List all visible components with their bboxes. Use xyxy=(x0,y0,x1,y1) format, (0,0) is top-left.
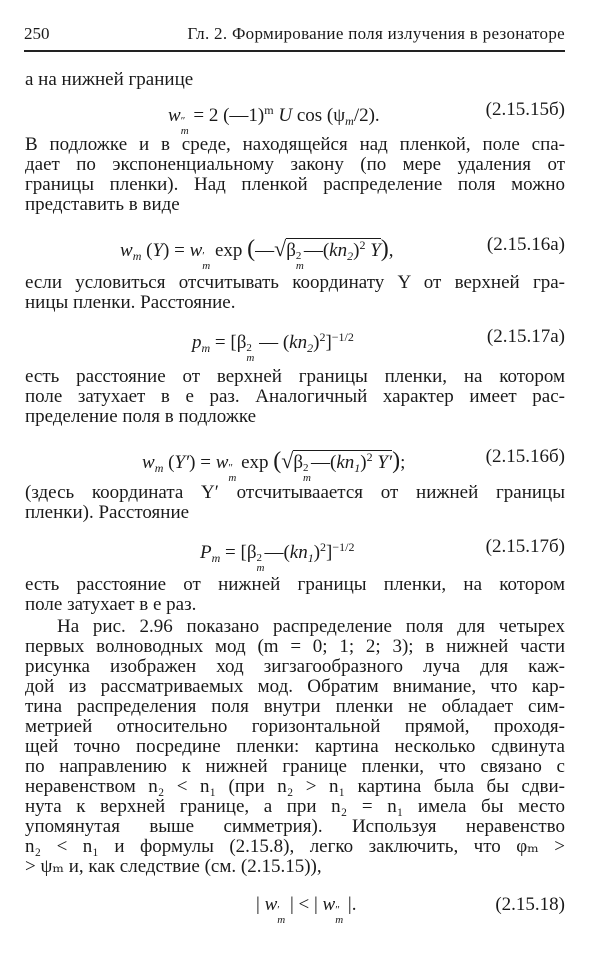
text-line: щей точно посредине пленки: картина несколько сдвинута xyxy=(25,736,565,757)
script: 2 xyxy=(256,552,262,564)
formula-term: cos (ψ xyxy=(292,105,346,126)
text-line: есть расстояние от верхней границы пленки, на котором xyxy=(25,366,565,387)
formula-term: w xyxy=(322,894,336,915)
formula-term: w xyxy=(168,105,181,126)
formula-term: kn xyxy=(329,240,348,261)
script: 2 xyxy=(295,250,302,262)
formula-term: kn xyxy=(336,452,355,473)
radical-sign: √ xyxy=(281,448,294,473)
text-line: есть расстояние от нижней границы пленки, на котором xyxy=(25,574,565,595)
script: m xyxy=(277,914,286,926)
script: m xyxy=(202,260,211,272)
text-line: ницы пленки. Расстояние. xyxy=(25,292,236,313)
formula-term: —( xyxy=(311,452,337,473)
equation-number: (2.15.16б) xyxy=(485,446,565,467)
script: ″ xyxy=(180,115,186,127)
text-line: первых волноводных мод (m = 0; 1; 2; 3); в нижней части xyxy=(25,636,565,657)
script: ″ xyxy=(335,904,340,916)
text-line: метрией относительно горизонтальной прямой, проходя- xyxy=(25,716,565,737)
formula-term: exp xyxy=(210,240,248,261)
equation-2-15-16a xyxy=(120,232,394,272)
sup-sub xyxy=(202,251,210,271)
text-line: поле затухает в e раз. xyxy=(25,594,197,615)
formula-term: ] xyxy=(326,542,333,563)
formula-term: ) xyxy=(353,240,360,261)
formula-term: ( xyxy=(141,240,153,261)
formula-term: m xyxy=(201,341,211,355)
header-rule xyxy=(24,50,565,52)
text-line: пленки). Расстояние xyxy=(25,502,190,523)
equation-2-15-16b xyxy=(142,444,406,484)
formula-term: = [β xyxy=(220,542,257,563)
formula-term: 1 xyxy=(354,461,361,475)
equation-number: (2.15.17б) xyxy=(485,536,565,557)
equation-number: (2.15.15б) xyxy=(485,99,565,120)
formula-term: ( xyxy=(163,452,175,473)
sup-sub xyxy=(335,905,343,925)
formula-term: w xyxy=(215,452,229,473)
formula-term: — ( xyxy=(254,332,290,353)
formula-term: m xyxy=(154,461,164,475)
text-line: по направлению к нижней границе пленки, что связано с xyxy=(25,756,565,777)
formula-term: w xyxy=(120,240,133,261)
running-title: Гл. 2. Формирование поля излучения в резонаторе xyxy=(187,24,565,43)
formula-term: ( xyxy=(247,236,256,262)
text-line: если условиться отсчитывать координату Y от верхней гра- xyxy=(25,272,565,293)
sup-sub xyxy=(303,463,311,483)
formula-term: = [β xyxy=(210,332,247,353)
formula-term: −1/2 xyxy=(331,330,354,344)
text-line: неравенством n₂ < n₁ (при n₂ > n₁ картина была бы сдви- xyxy=(25,776,565,797)
formula-term: Y′ xyxy=(174,452,190,473)
script: m xyxy=(246,352,255,364)
text-line: нута к верхней границе, а при n₂ = n₁ имела бы место xyxy=(25,796,565,817)
formula-term: Y xyxy=(370,240,381,261)
text-line: На рис. 2.96 показано распределение поля для четырех xyxy=(57,616,565,637)
formula-term: w xyxy=(264,894,278,915)
formula-term: —( xyxy=(264,542,290,563)
script: ″ xyxy=(228,462,233,474)
script: 2 xyxy=(303,462,309,474)
formula-term: 2 xyxy=(319,330,326,344)
formula-term: ) xyxy=(380,236,389,262)
text-line: поле затухает в e раз. Аналогичный характер имеет рас- xyxy=(25,386,565,407)
square-root xyxy=(274,236,381,272)
sup-sub xyxy=(296,251,304,271)
formula-term: p xyxy=(192,332,202,353)
text-line: (здесь координата Y′ отсчитываается от нижней границы xyxy=(25,482,565,503)
formula-term: ) xyxy=(392,448,401,474)
equation-number: (2.15.16а) xyxy=(486,234,565,255)
equation-number: (2.15.17а) xyxy=(486,326,565,347)
script: ′ xyxy=(202,250,205,262)
formula-term: ) = xyxy=(189,452,216,473)
formula-term: |. xyxy=(343,894,357,915)
radicand xyxy=(293,450,393,484)
formula-term: Y xyxy=(152,240,164,261)
text-line: пределение поля в подложке xyxy=(25,406,257,427)
formula-term: Y′ xyxy=(377,452,393,473)
formula-term: 1 xyxy=(307,551,314,565)
formula-term: m xyxy=(211,551,221,565)
formula-term: — xyxy=(255,240,275,261)
formula-term: ; xyxy=(400,452,406,473)
formula-term: kn xyxy=(289,542,308,563)
radical-sign: √ xyxy=(274,236,287,261)
radicand xyxy=(286,238,381,272)
equation-2-15-18 xyxy=(256,892,357,926)
formula-term: ) xyxy=(360,452,367,473)
text-line: > ψₘ и, как следствие (см. (2.15.15)), xyxy=(25,856,322,877)
script: m xyxy=(256,562,265,574)
script: m xyxy=(303,472,311,484)
text-line: дой из рассматриваемых мод. Обратим внимание, что кар- xyxy=(25,676,565,697)
formula-term: 2 xyxy=(320,540,327,554)
formula-term: ] xyxy=(325,332,332,353)
formula-term: −1/2 xyxy=(332,540,355,554)
text-line: рисунка изображен ход зигзагообразного луча для каж- xyxy=(25,656,565,677)
text-line: а на нижней границе xyxy=(25,69,194,90)
formula-term: kn xyxy=(289,332,308,353)
script: m xyxy=(335,914,344,926)
script: ′ xyxy=(277,904,280,916)
formula-term: 2 xyxy=(307,341,314,355)
formula-term: w xyxy=(189,240,203,261)
formula-term: w xyxy=(142,452,155,473)
formula-term: P xyxy=(200,542,212,563)
text-line: дает по экспоненциальному закону (по мере удаления от xyxy=(25,154,565,175)
formula-term: 2 xyxy=(347,249,354,263)
script: m xyxy=(228,472,237,484)
sup-sub xyxy=(277,905,285,925)
formula-term: ( xyxy=(273,448,282,474)
formula-term: —( xyxy=(303,240,330,261)
square-root xyxy=(281,448,393,484)
formula-term: β xyxy=(286,240,296,261)
formula-term: , xyxy=(388,240,394,261)
script: m xyxy=(295,260,304,272)
formula-term: exp xyxy=(236,452,274,473)
formula-term: m xyxy=(345,114,354,128)
formula-term: ) xyxy=(313,542,321,563)
page-number: 250 xyxy=(24,24,50,43)
formula-term: U xyxy=(278,105,293,126)
equation-2-15-17b xyxy=(200,534,355,574)
script: 2 xyxy=(246,342,252,354)
formula-term: m xyxy=(132,249,142,263)
formula-term: ) xyxy=(313,332,320,353)
text-line: упомянутая выше симметрия). Используя неравенство xyxy=(25,816,565,837)
formula-term: β xyxy=(293,452,304,473)
text-line: представить в виде xyxy=(25,194,180,215)
equation-2-15-15b xyxy=(168,97,380,137)
formula-term: | < | xyxy=(285,894,323,915)
script: m xyxy=(180,125,189,137)
text-line: границы пленки). Над пленкой распределение поля можно xyxy=(25,174,565,195)
formula-term: m xyxy=(264,103,274,117)
equation-number: (2.15.18) xyxy=(495,894,565,915)
formula-term: 2 xyxy=(359,238,366,252)
text-line: В подложке и в среде, находящейся над пленкой, поле спа- xyxy=(25,134,565,155)
formula-term: | xyxy=(256,894,265,915)
formula-term: /2). xyxy=(353,105,380,126)
formula-term: 2 xyxy=(366,450,373,464)
formula-term: ) = xyxy=(163,240,190,261)
text-line: n₂ < n₁ и формулы (2.15.8), легко заключить, что φₘ > xyxy=(25,836,565,857)
equation-2-15-17a xyxy=(192,324,354,364)
text-line: тина распределения поля внутри пленки не обладает сим- xyxy=(25,696,565,717)
sup-sub xyxy=(181,116,189,136)
formula-term: = 2 (—1) xyxy=(188,105,265,126)
